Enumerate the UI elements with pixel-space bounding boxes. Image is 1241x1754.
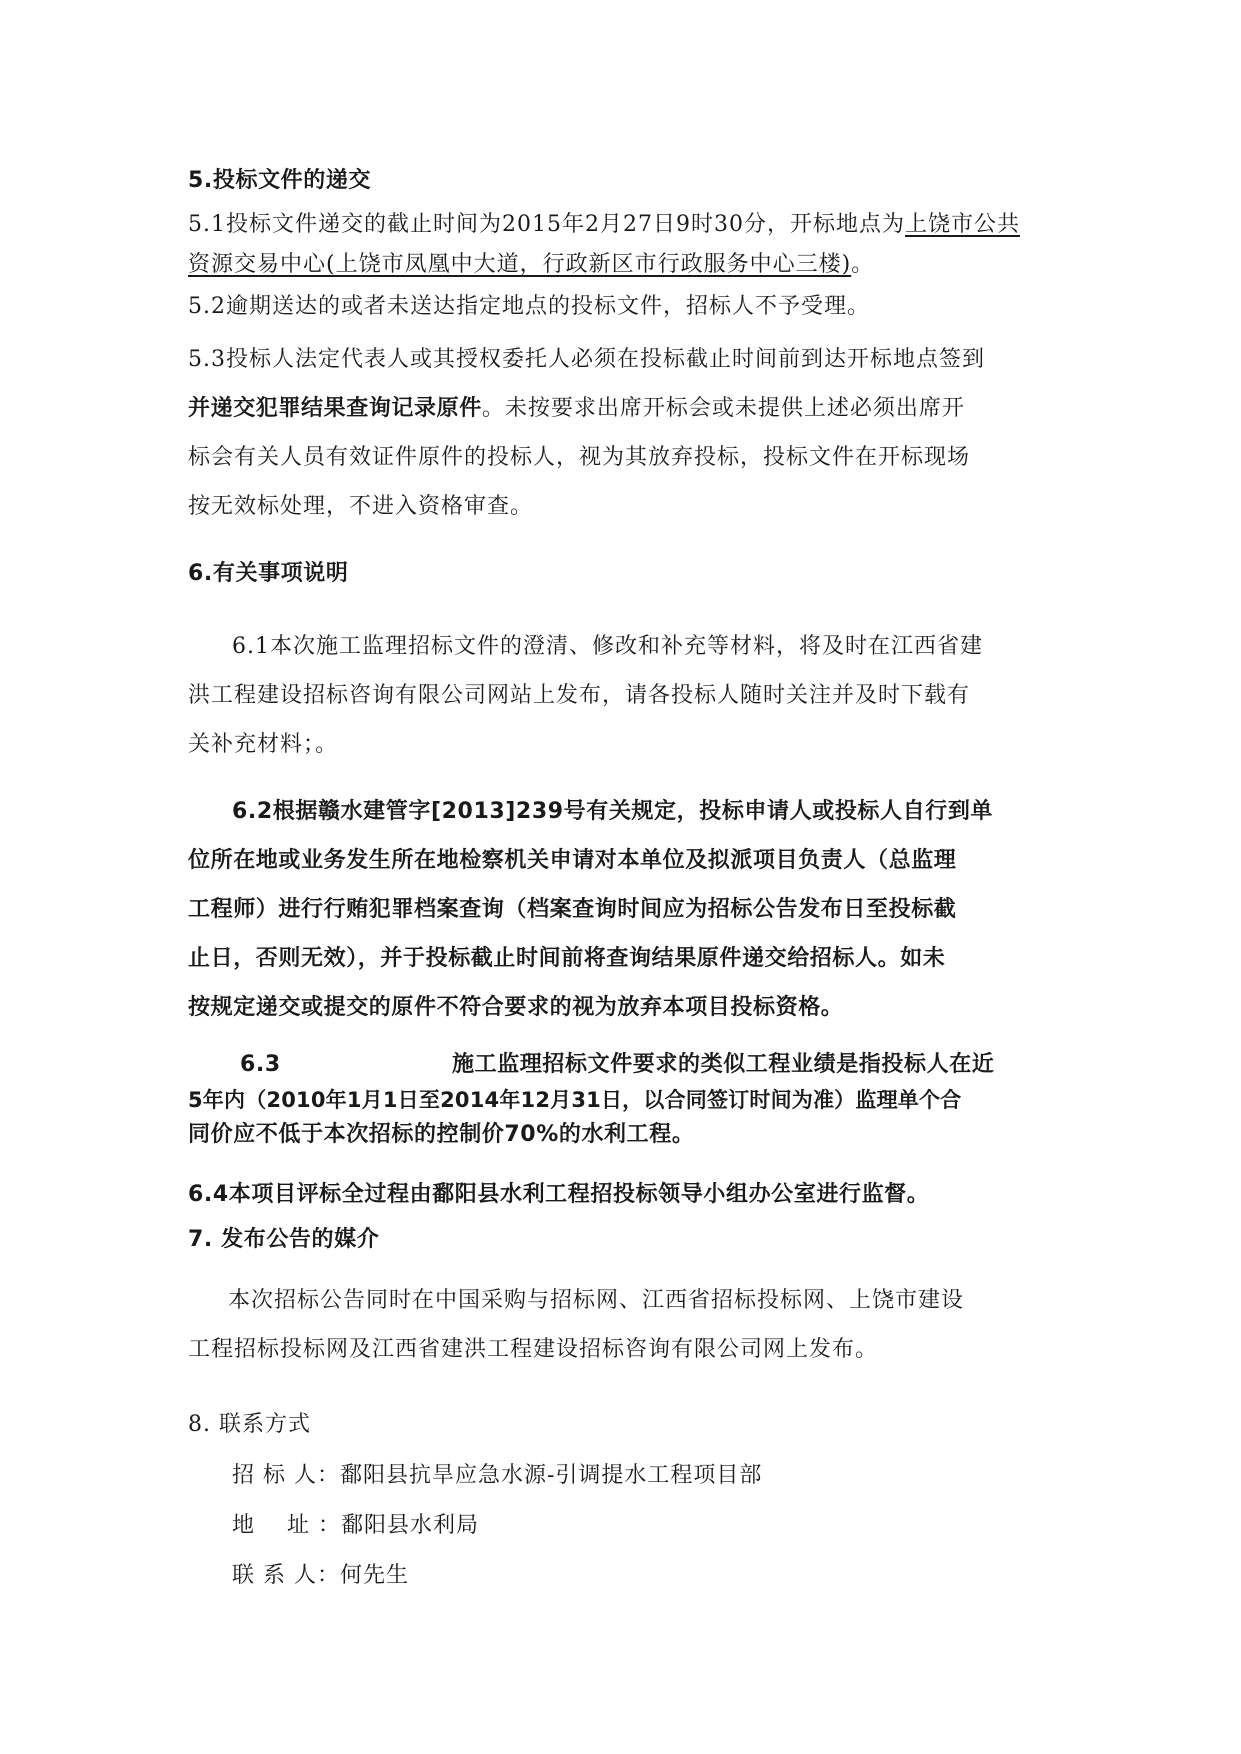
venue-address-underlined: 资源交易中心(上饶市凤凰中大道，行政新区市行政服务中心三楼): [188, 252, 852, 277]
paragraph-7-line-1: 本次招标公告同时在中国采购与招标网、江西省招标投标网、上饶市建设: [228, 1288, 965, 1313]
paragraph-5-1-text: 5.1投标文件递交的截止时间为2015年2月27日9时30分，开标地点为: [188, 212, 905, 237]
paragraph-6-1-line-3: 关补充材料；。: [188, 732, 339, 757]
section-8-heading: 8. 联系方式: [188, 1412, 311, 1437]
paragraph-5-3-line-1: 5.3投标人法定代表人或其授权委托人必须在投标截止时间前到达开标地点签到: [188, 347, 985, 372]
contact-row-tenderer: [232, 1461, 762, 1491]
paragraph-5-1-end: 。: [851, 252, 875, 277]
paragraph-6-1-line-2: 洪工程建设招标咨询有限公司网站上发布，请各投标人随时关注并及时下载有: [188, 683, 971, 708]
paragraph-6-2-line-4: 止日，否则无效），并于投标截止时间前将查询结果原件递交给招标人。如未: [188, 946, 946, 971]
contact-value: 鄱阳县水利局: [340, 1513, 479, 1538]
paragraph-5-3-line-2: [188, 394, 965, 424]
paragraph-5-2: 5.2逾期送达的或者未送达指定地点的投标文件，招标人不予受理。: [188, 294, 870, 319]
contact-label: 联 系 人：: [232, 1563, 340, 1588]
paragraph-6-2-line-5: 按规定递交或提交的原件不符合要求的视为放弃本项目投标资格。: [188, 995, 844, 1020]
paragraph-5-3-bold-text: 并递交犯罪结果查询记录原件: [188, 396, 482, 421]
paragraph-5-1-line-2: [188, 250, 874, 280]
paragraph-6-3-line-2: 5年内（2010年1月1日至2014年12月31日，以合同签订时间为准）监理单个合: [188, 1088, 962, 1112]
paragraph-5-3-text: 。未按要求出席开标会或未提供上述必须出席开: [481, 396, 965, 421]
paragraph-6-2-line-3: 工程师）进行行贿犯罪档案查询（档案查询时间应为招标公告发布日至投标截: [188, 897, 957, 922]
contact-label: 地 址 ：: [232, 1513, 341, 1538]
paragraph-6-3-line-1: 施工监理招标文件要求的类似工程业绩是指投标人在近: [452, 1052, 995, 1077]
paragraph-5-1-line-1: [188, 210, 1020, 240]
paragraph-6-2-line-1: 6.2根据赣水建管字[2013]239号有关规定，投标申请人或投标人自行到单: [232, 799, 994, 824]
paragraph-6-3-number: 6.3: [240, 1052, 281, 1077]
contact-value: 何先生: [340, 1563, 410, 1588]
paragraph-6-1-line-1: 6.1本次施工监理招标文件的澄清、修改和补充等材料，将及时在江西省建: [232, 634, 983, 659]
venue-text-underlined: 上饶市公共: [904, 212, 1020, 237]
contact-row-person: [232, 1561, 409, 1591]
section-7-heading: 7. 发布公告的媒介: [188, 1227, 380, 1252]
paragraph-6-2-line-2: 位所在地或业务发生所在地检察机关申请对本单位及拟派项目负责人（总监理: [188, 848, 957, 873]
paragraph-7-line-2: 工程招标投标网及江西省建洪工程建设招标咨询有限公司网上发布。: [188, 1337, 879, 1362]
contact-label: 招 标 人：: [232, 1463, 340, 1488]
paragraph-6-4: 6.4本项目评标全过程由鄱阳县水利工程招投标领导小组办公室进行监督。: [188, 1182, 930, 1207]
paragraph-5-3-line-3: 标会有关人员有效证件原件的投标人，视为其放弃投标，投标文件在开标现场: [188, 445, 971, 470]
contact-value: 鄱阳县抗旱应急水源-引调提水工程项目部: [340, 1463, 763, 1488]
paragraph-6-3-line-3: 同价应不低于本次招标的控制价70%的水利工程。: [188, 1122, 695, 1147]
paragraph-5-3-line-4: 按无效标处理，不进入资格审查。: [188, 494, 534, 519]
contact-row-address: [232, 1511, 479, 1541]
section-6-heading: 6.有关事项说明: [188, 561, 349, 586]
section-5-heading: 5.投标文件的递交: [188, 168, 372, 193]
